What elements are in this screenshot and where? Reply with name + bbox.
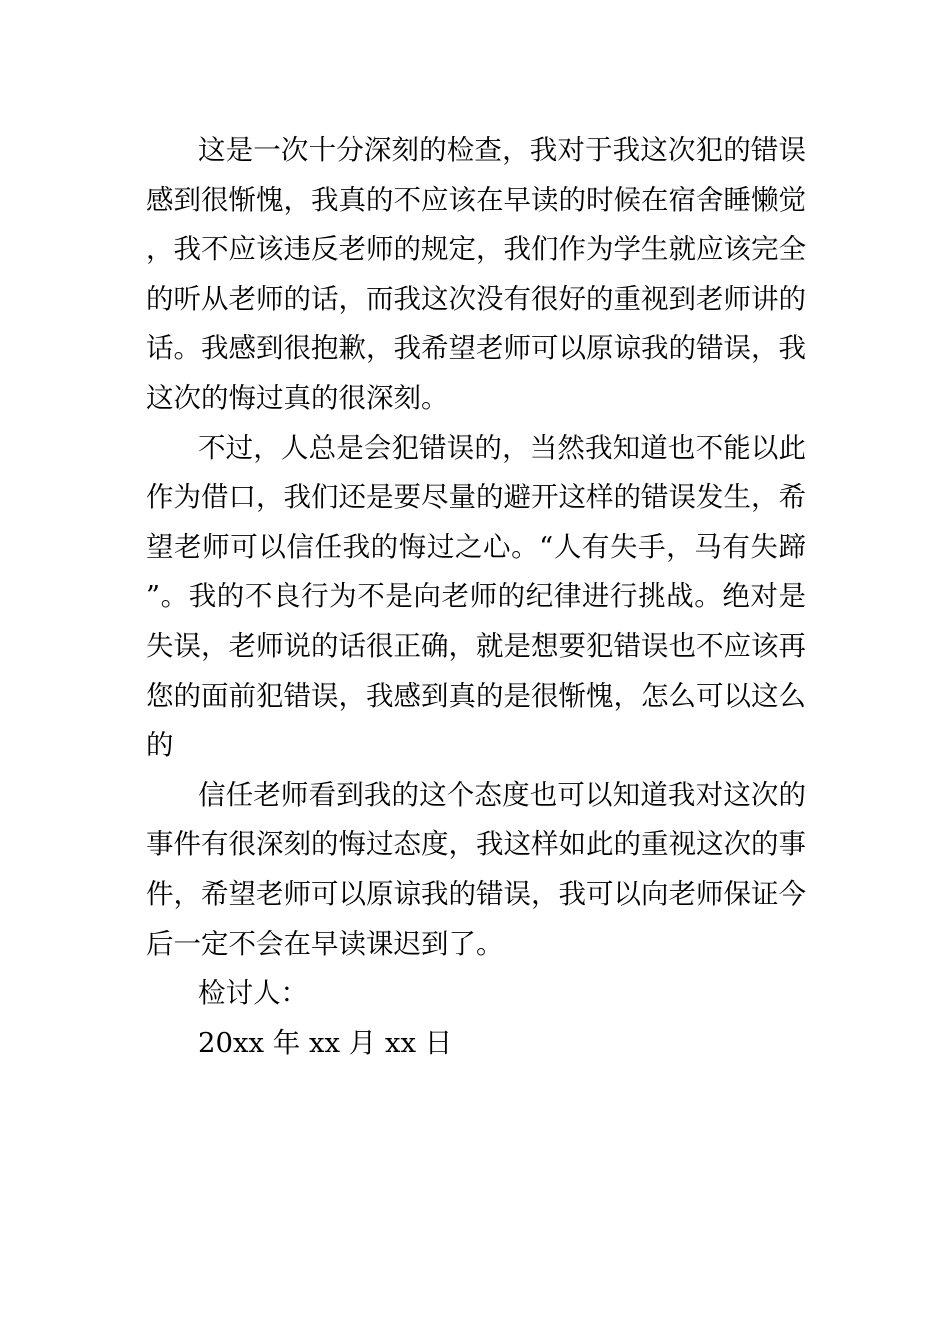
paragraph-promise: 信任老师看到我的这个态度也可以知道我对这次的事件有很深刻的悔过态度，我这样如此的重视这次的事件，希望老师可以原谅我的错误，我可以向老师保证今后一定不会在早读课迟到了。 [146, 778, 806, 960]
paragraph-explanation: 不过，人总是会犯错误的，当然我知道也不能以此作为借口，我们还是要尽量的避开这样的错误发生，希望老师可以信任我的悔过之心。“人有失手，马有失蹄”。我的不良行为不是向老师的纪律进行挑战。绝对是失误，老师说的话很正确，就是想要犯错误也不应该再您的面前犯错误，我感到真的是很惭愧，怎么可以这么的 [146, 431, 806, 762]
paragraph-apology: 这是一次十分深刻的检查，我对于我这次犯的错误感到很惭愧，我真的不应该在早读的时候在宿舍睡懒觉，我不应该违反老师的规定，我们作为学生就应该完全的听从老师的话，而我这次没有很好的重视到老师讲的话。我感到很抱歉，我希望老师可以原谅我的错误，我这次的悔过真的很深刻。 [146, 134, 806, 414]
signature-label: 检讨人： [198, 977, 308, 1010]
letter-body [146, 126, 806, 1068]
date-line: 20xx 年 xx 月 xx 日 [198, 1026, 453, 1059]
